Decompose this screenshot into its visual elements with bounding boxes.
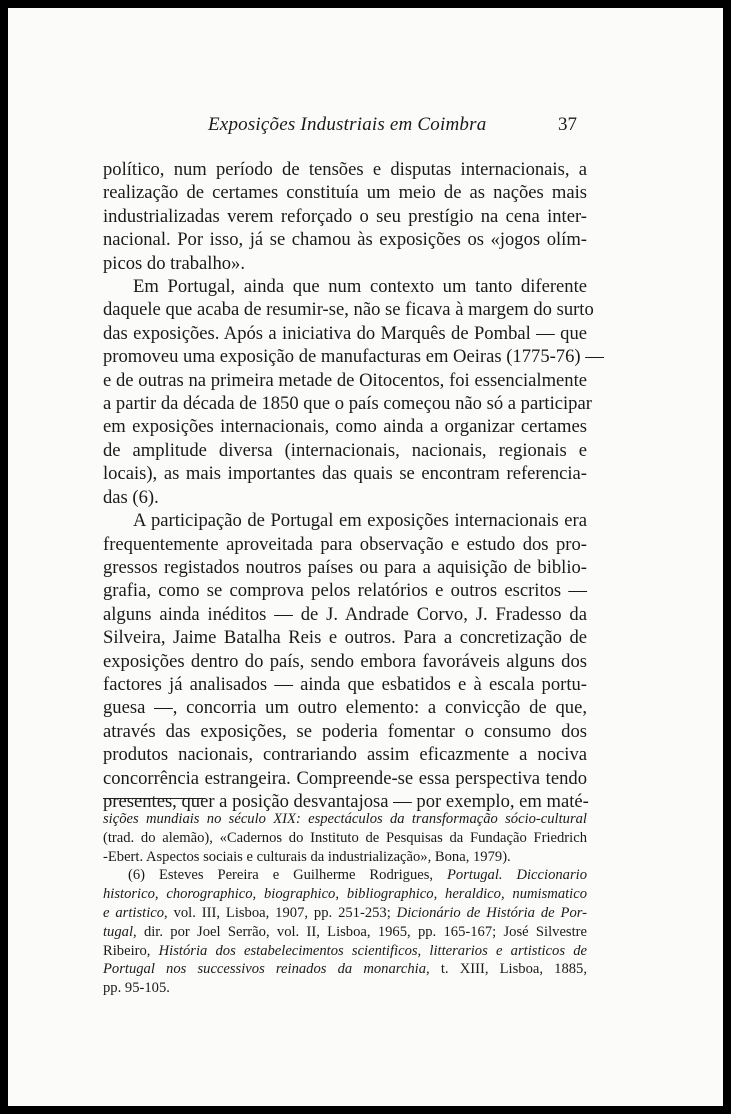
- footnote-6-line: [103, 960, 587, 979]
- body-line: das (6).: [103, 486, 159, 508]
- body-line: Silveira, Jaime Batalha Reis e outros. Para a concretização de: [103, 627, 587, 649]
- footnote-title: Portugal nos successivos reinados da monarchia: [103, 961, 427, 978]
- body-line: Em Portugal, ainda que num contexto um tanto diferente: [133, 276, 587, 298]
- running-title: Exposições Industriais em Coimbra: [208, 114, 487, 135]
- footnote-text: Ribeiro,: [103, 942, 159, 959]
- body-line: frequentemente aproveitada para observação e estudo dos pro-: [103, 533, 587, 555]
- body-line: factores já analisados — ainda que esbatidos e à escala portu-: [103, 673, 587, 695]
- body-line: locais), as mais importantes das quais se encontram referencia-: [103, 463, 587, 485]
- body-line: gressos registados noutros países ou para a aquisição de biblio-: [103, 556, 587, 578]
- body-line: picos do trabalho».: [103, 252, 246, 274]
- running-header: [8, 114, 723, 140]
- body-line: industrializadas verem reforçado o seu prestígio na cena inter-: [103, 205, 587, 227]
- footnote-6-line: historico, chorographico, biographico, bibliographico, heraldico, numismatico: [103, 886, 587, 903]
- footnote-line: (trad. do alemão), «Cadernos do Instituto de Pesquisas da Fundação Friedrich: [103, 829, 587, 846]
- body-line: através das exposições, se poderia fomentar o consumo dos: [103, 720, 587, 742]
- body-line: concorrência estrangeira. Compreende-se essa perspectiva tendo: [103, 767, 587, 789]
- footnote-6-line: [103, 923, 587, 942]
- footnote-6-line: [103, 866, 587, 885]
- body-line: presentes, quer a posição desvantajosa — por exemplo, em maté-: [103, 790, 589, 812]
- body-line: e de outras na primeira metade de Oitocentos, foi essencialmente: [103, 369, 587, 391]
- body-line: guesa —, concorria um outro elemento: a convicção de que,: [103, 697, 587, 719]
- body-line: exposições dentro do país, sendo embora favoráveis alguns dos: [103, 650, 587, 672]
- footnote-6-line: pp. 95-105.: [103, 980, 170, 997]
- body-line: a partir da década de 1850 que o país começou não só a participar: [103, 393, 592, 415]
- body-line: produtos nacionais, contrariando assim eficazmente a nociva: [103, 744, 587, 766]
- footnote-text: (6) Esteves Pereira e Guilherme Rodrigues,: [128, 867, 447, 884]
- footnote-title: e artistico: [103, 904, 165, 921]
- footnote-title: História dos estabelecimentos scientificos, litterarios e artisticos de: [158, 942, 587, 959]
- body-line: grafia, como se comprova pelos relatórios e outros escritos —: [103, 580, 587, 602]
- footnote-text: , dir. por Joel Serrão, vol. II, Lisboa, 1965, pp. 165-167; José Silvestre: [133, 923, 587, 940]
- body-line: em exposições internacionais, como ainda a organizar certames: [103, 416, 587, 438]
- body-line: das exposições. Após a iniciativa do Marquês de Pombal — que: [103, 322, 587, 344]
- body-line: daquele que acaba de resumir-se, não se ficava à margem do surto: [103, 299, 594, 321]
- footnotes: [103, 810, 587, 998]
- body-line: político, num período de tensões e disputas internacionais, a: [103, 159, 587, 180]
- footnote-title: tugal: [103, 923, 133, 940]
- footnote-line: sições mundiais no século XIX: espectáculos da transformação sócio-cultural: [103, 811, 587, 827]
- footnote-text: , vol. III, Lisboa, 1907, pp. 251-253;: [164, 904, 397, 921]
- body-line: alguns ainda inéditos — de J. Andrade Corvo, J. Fradesso da: [103, 603, 587, 625]
- footnote-separator: [103, 798, 205, 799]
- body-line: promoveu uma exposição de manufacturas em Oeiras (1775-76) —: [103, 346, 604, 368]
- footnote-title: Dicionário de História de Por-: [396, 904, 587, 921]
- book-page: [8, 8, 723, 1106]
- body-line: nacional. Por isso, já se chamou às exposições os «jogos olím-: [103, 229, 587, 251]
- footnote-title: Portugal. Diccionario: [447, 867, 587, 884]
- footnote-6-line: [103, 904, 587, 923]
- footnote-6-line: [103, 942, 587, 961]
- body-line: de amplitude diversa (internacionais, nacionais, regionais e: [103, 439, 587, 461]
- footnote-text: , t. XIII, Lisboa, 1885,: [426, 961, 587, 978]
- footnote-line: -Ebert. Aspectos sociais e culturais da industrialização», Bona, 1979).: [103, 848, 511, 865]
- page-number: 37: [558, 114, 577, 135]
- body-line: realização de certames constituía um meio de as nações mais: [103, 182, 587, 204]
- body-line: A participação de Portugal em exposições internacionais era: [133, 510, 587, 532]
- body-text: [103, 158, 604, 813]
